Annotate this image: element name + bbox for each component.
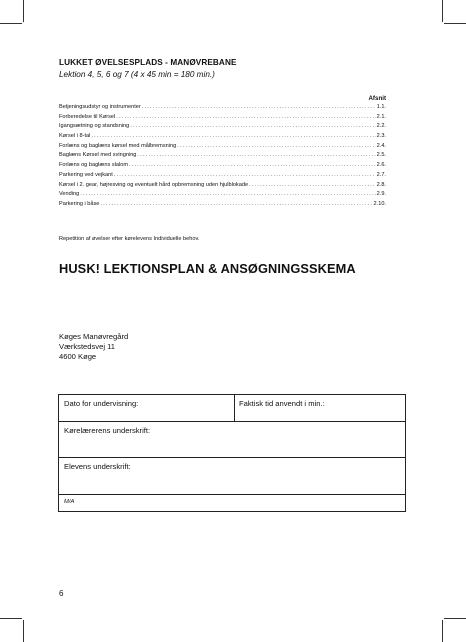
toc-label: Forlæns og baglæns slalom bbox=[59, 162, 129, 169]
page-title: LUKKET ØVELSESPLADS - MANØVREBANE bbox=[59, 58, 237, 67]
toc-leader-dots bbox=[249, 182, 376, 188]
toc-row bbox=[59, 114, 386, 124]
toc-label: Kørsel i 8-tal bbox=[59, 133, 91, 140]
toc-leader-dots bbox=[114, 172, 376, 178]
toc-leader-dots bbox=[130, 123, 375, 129]
student-signature-field[interactable]: Elevens underskrift: bbox=[64, 462, 131, 471]
toc-label: Vending bbox=[59, 191, 80, 198]
toc-row bbox=[59, 201, 386, 211]
toc-row bbox=[59, 172, 386, 182]
table-of-contents bbox=[59, 104, 386, 211]
toc-leader-dots bbox=[142, 104, 376, 110]
toc-section-number: 2.3. bbox=[376, 133, 386, 140]
form-row-student bbox=[59, 458, 405, 495]
address-name: Køges Manøvregård bbox=[59, 332, 129, 341]
toc-section-number: 2.4. bbox=[376, 142, 386, 149]
toc-label: Kørsel i 2. gear, højresving og eventuelt hård opbremsning uden hjulblokade bbox=[59, 181, 249, 188]
toc-row bbox=[59, 133, 386, 143]
crop-mark bbox=[0, 23, 22, 24]
instructor-signature-field[interactable]: Kørelærerens underskrift: bbox=[64, 426, 151, 435]
toc-row bbox=[59, 162, 386, 172]
toc-row bbox=[59, 182, 386, 192]
section-column-header: Afsnit bbox=[368, 95, 386, 102]
repetition-note: Repetition af øvelser efter kørelevens Individuelle behov. bbox=[59, 236, 200, 242]
toc-row bbox=[59, 143, 386, 153]
crop-mark bbox=[23, 0, 24, 22]
crop-mark bbox=[0, 618, 22, 619]
toc-label: Forberedelse til Kørsel bbox=[59, 113, 116, 120]
address-block bbox=[59, 332, 128, 363]
toc-leader-dots bbox=[91, 133, 375, 139]
toc-section-number: 2.10. bbox=[373, 200, 386, 207]
form-divider bbox=[234, 395, 235, 422]
crop-mark bbox=[444, 618, 466, 619]
toc-label: Baglæns Kørsel med svingning bbox=[59, 152, 137, 159]
toc-row bbox=[59, 123, 386, 133]
toc-section-number: 2.9. bbox=[376, 191, 386, 198]
form-row-footer bbox=[59, 495, 405, 512]
toc-section-number: 2.2. bbox=[376, 123, 386, 130]
toc-section-number: 2.5. bbox=[376, 152, 386, 159]
toc-label: Igangsætning og standsning bbox=[59, 123, 130, 130]
toc-label: Parkering ved vejkant bbox=[59, 171, 113, 178]
toc-leader-dots bbox=[80, 191, 375, 197]
form-code: M/A bbox=[64, 499, 75, 505]
page-number: 6 bbox=[59, 589, 64, 598]
crop-mark bbox=[444, 23, 466, 24]
time-used-field[interactable]: Faktisk tid anvendt i min.: bbox=[239, 399, 325, 408]
crop-mark bbox=[23, 620, 24, 642]
toc-leader-dots bbox=[129, 162, 376, 168]
toc-row bbox=[59, 152, 386, 162]
form-row-instructor bbox=[59, 422, 405, 458]
reminder-heading: HUSK! LEKTIONSPLAN & ANSØGNINGSSKEMA bbox=[59, 261, 356, 276]
crop-mark bbox=[442, 0, 443, 22]
toc-label: Betjeningsudstyr og instrumenter bbox=[59, 104, 141, 110]
lesson-subtitle: Lektion 4, 5, 6 og 7 (4 x 45 min = 180 min.) bbox=[59, 70, 215, 79]
toc-row bbox=[59, 104, 386, 114]
signature-form bbox=[58, 394, 406, 512]
address-street: Værkstedsvej 11 bbox=[59, 342, 115, 352]
toc-row bbox=[59, 191, 386, 201]
toc-section-number: 2.7. bbox=[376, 171, 386, 178]
toc-label: Parkering i båse bbox=[59, 200, 100, 207]
date-field[interactable]: Dato for undervisning: bbox=[64, 399, 139, 408]
form-row-date-time bbox=[59, 395, 405, 422]
toc-section-number: 1.1. bbox=[376, 104, 386, 110]
address-city: 4600 Køge bbox=[59, 352, 97, 362]
toc-section-number: 2.6. bbox=[376, 162, 386, 169]
toc-leader-dots bbox=[137, 152, 375, 158]
toc-leader-dots bbox=[116, 114, 375, 120]
toc-label: Forlæns og baglæns kørsel med målbremsning bbox=[59, 142, 177, 149]
crop-mark bbox=[442, 620, 443, 642]
toc-section-number: 2.8. bbox=[376, 181, 386, 188]
toc-section-number: 2.1. bbox=[376, 113, 386, 120]
toc-leader-dots bbox=[177, 143, 375, 149]
toc-leader-dots bbox=[100, 201, 372, 207]
